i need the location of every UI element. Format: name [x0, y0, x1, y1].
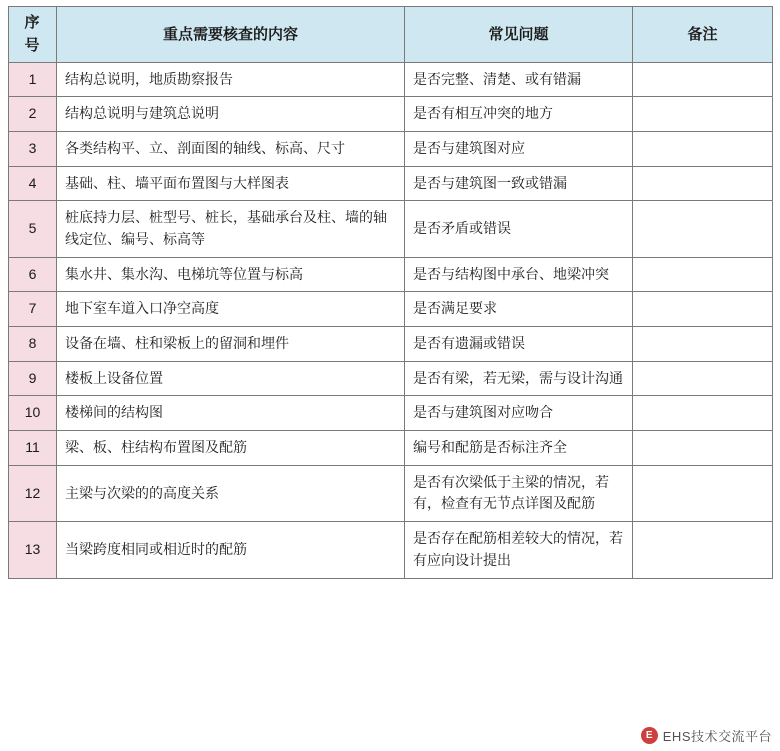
table-row [9, 131, 773, 166]
row-content: 主梁与次梁的的高度关系 [57, 465, 405, 521]
row-content: 桩底持力层、桩型号、桩长，基础承台及柱、墙的轴线定位、编号、标高等 [57, 201, 405, 257]
row-number: 4 [9, 166, 57, 201]
row-remark [633, 131, 773, 166]
table-row [9, 257, 773, 292]
row-issue: 是否存在配筋相差较大的情况，若有应向设计提出 [405, 522, 633, 578]
row-remark [633, 97, 773, 132]
structural-review-checklist-table [8, 6, 773, 579]
row-remark [633, 201, 773, 257]
row-number: 9 [9, 361, 57, 396]
row-issue: 是否完整、清楚、或有错漏 [405, 62, 633, 97]
row-content: 楼梯间的结构图 [57, 396, 405, 431]
row-content: 结构总说明与建筑总说明 [57, 97, 405, 132]
row-content: 楼板上设备位置 [57, 361, 405, 396]
row-issue: 是否与建筑图一致或错漏 [405, 166, 633, 201]
column-header-number: 序 号 [9, 7, 57, 63]
row-content: 集水井、集水沟、电梯坑等位置与标高 [57, 257, 405, 292]
row-remark [633, 257, 773, 292]
row-content: 当梁跨度相同或相近时的配筋 [57, 522, 405, 578]
table-body [9, 62, 773, 578]
table-header [9, 7, 773, 63]
table-row [9, 396, 773, 431]
row-issue: 是否有次梁低于主梁的情况，若有，检查有无节点详图及配筋 [405, 465, 633, 521]
row-number: 6 [9, 257, 57, 292]
row-issue: 是否满足要求 [405, 292, 633, 327]
row-number: 5 [9, 201, 57, 257]
row-number: 13 [9, 522, 57, 578]
watermark-label: EHS技术交流平台 [662, 729, 772, 744]
column-header-remark: 备注 [633, 7, 773, 63]
row-content: 各类结构平、立、剖面图的轴线、标高、尺寸 [57, 131, 405, 166]
table-row [9, 166, 773, 201]
row-issue: 编号和配筋是否标注齐全 [405, 431, 633, 466]
row-remark [633, 166, 773, 201]
row-remark [633, 396, 773, 431]
row-number: 10 [9, 396, 57, 431]
row-content: 基础、柱、墙平面布置图与大样图表 [57, 166, 405, 201]
row-number: 11 [9, 431, 57, 466]
table-row [9, 465, 773, 521]
row-issue: 是否与结构图中承台、地梁冲突 [405, 257, 633, 292]
watermark [641, 726, 772, 745]
table-row [9, 201, 773, 257]
column-header-content: 重点需要核查的内容 [57, 7, 405, 63]
row-remark [633, 327, 773, 362]
row-remark [633, 465, 773, 521]
row-remark [633, 292, 773, 327]
row-number: 12 [9, 465, 57, 521]
row-content: 梁、板、柱结构布置图及配筋 [57, 431, 405, 466]
row-issue: 是否有梁，若无梁，需与设计沟通 [405, 361, 633, 396]
row-content: 设备在墙、柱和梁板上的留洞和埋件 [57, 327, 405, 362]
row-issue: 是否与建筑图对应 [405, 131, 633, 166]
row-issue: 是否有遗漏或错误 [405, 327, 633, 362]
table-row [9, 431, 773, 466]
row-number: 2 [9, 97, 57, 132]
row-issue: 是否有相互冲突的地方 [405, 97, 633, 132]
row-number: 3 [9, 131, 57, 166]
table-row [9, 292, 773, 327]
row-remark [633, 431, 773, 466]
ehs-logo-icon: E [641, 727, 658, 744]
row-number: 8 [9, 327, 57, 362]
table-row [9, 62, 773, 97]
table-row [9, 522, 773, 578]
row-number: 7 [9, 292, 57, 327]
row-issue: 是否与建筑图对应吻合 [405, 396, 633, 431]
row-content: 结构总说明，地质勘察报告 [57, 62, 405, 97]
column-header-issue: 常见问题 [405, 7, 633, 63]
row-number: 1 [9, 62, 57, 97]
row-content: 地下室车道入口净空高度 [57, 292, 405, 327]
table-header-row [9, 7, 773, 63]
row-remark [633, 62, 773, 97]
row-remark [633, 522, 773, 578]
row-issue: 是否矛盾或错误 [405, 201, 633, 257]
table-row [9, 327, 773, 362]
table-row [9, 361, 773, 396]
row-remark [633, 361, 773, 396]
table-row [9, 97, 773, 132]
